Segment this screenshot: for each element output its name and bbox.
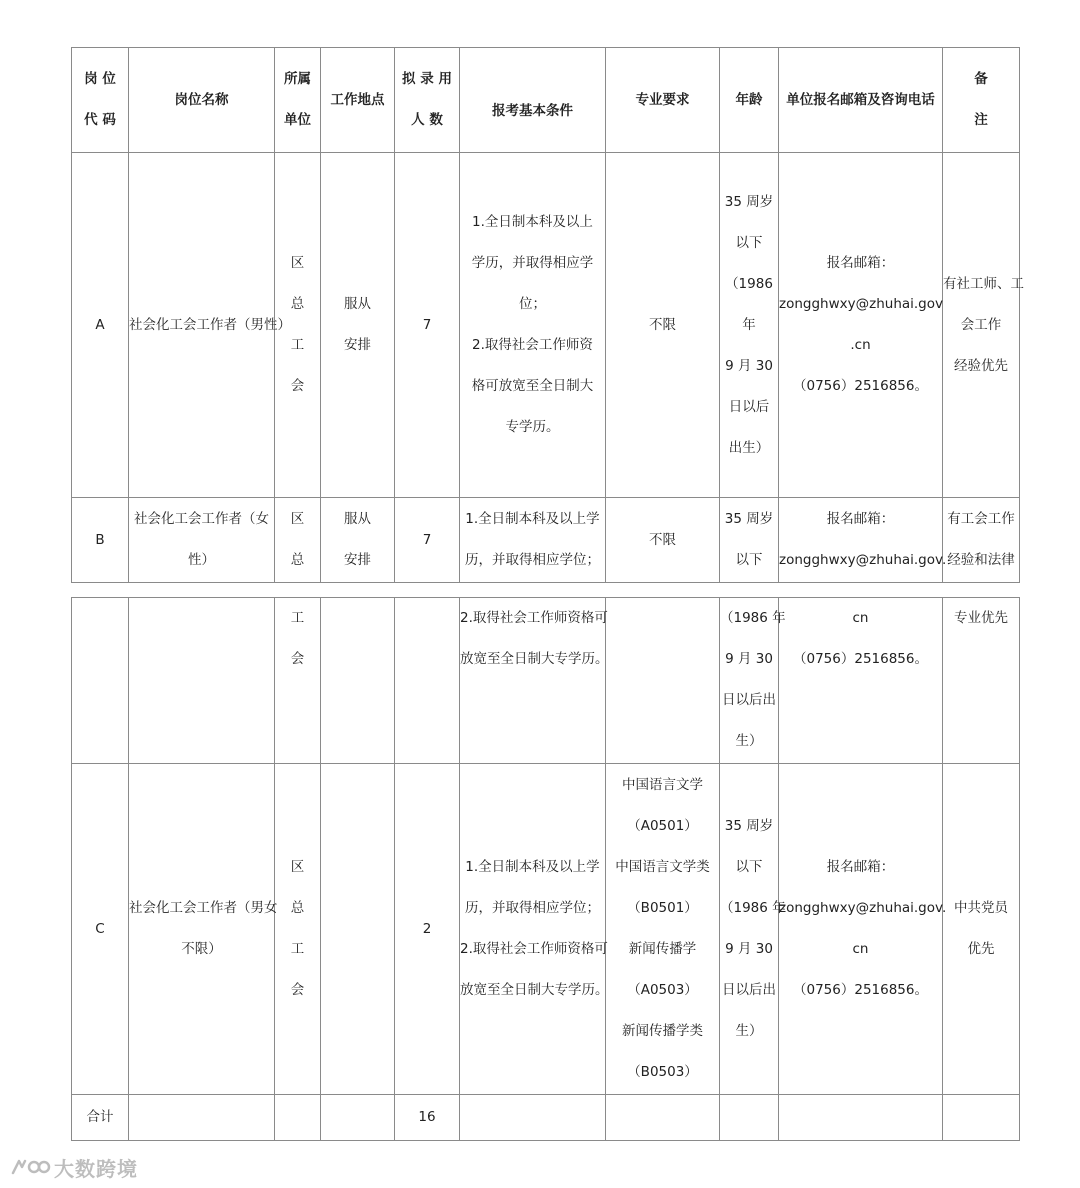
- header-location: 工作地点: [321, 48, 395, 153]
- header-remarks: 备 注: [943, 48, 1020, 153]
- row-a-name: 社会化工会工作者（男性）: [129, 153, 275, 498]
- row-a-conditions: 1.全日制本科及以上 学历，并取得相应学 位； 2.取得社会工作师资 格可放宽至全日制大 专学历。: [460, 153, 606, 498]
- row-a-contact: 报名邮箱： zongghwxy@zhuhai.gov .cn （0756）2516856。: [779, 153, 943, 498]
- row-b-remarks: 有工会工作 经验和法律: [943, 498, 1020, 583]
- row-b-location: 服从 安排: [321, 498, 395, 583]
- watermark-text: 大数跨境: [54, 1156, 138, 1181]
- header-contact: 单位报名邮箱及咨询电话: [779, 48, 943, 153]
- row-c-age: 35 周岁 以下 （1986 年 9 月 30 日以后出 生）: [720, 764, 779, 1095]
- row-a-major: 不限: [606, 153, 720, 498]
- row-c-remarks: 中共党员 优先: [943, 764, 1020, 1095]
- row-b-major: 不限: [606, 498, 720, 583]
- row-a-unit: 区 总 工 会: [275, 153, 321, 498]
- row-a-code: A: [72, 153, 129, 498]
- header-code: 岗 位 代 码: [72, 48, 129, 153]
- row-b2-contact: cn （0756）2516856。: [779, 598, 943, 764]
- total-empty-location: [321, 1095, 395, 1141]
- total-empty-name: [129, 1095, 275, 1141]
- table-row-a: [72, 153, 1020, 498]
- row-b-unit: 区 总: [275, 498, 321, 583]
- row-b2-major: [606, 598, 720, 764]
- table-row-b-continued: [72, 598, 1020, 764]
- row-b2-remarks: 专业优先: [943, 598, 1020, 764]
- row-c-conditions: 1.全日制本科及以上学 历，并取得相应学位； 2.取得社会工作师资格可 放宽至全日制大专学历。: [460, 764, 606, 1095]
- row-c-unit: 区 总 工 会: [275, 764, 321, 1095]
- total-empty-contact: [779, 1095, 943, 1141]
- row-b2-unit: 工 会: [275, 598, 321, 764]
- row-b2-conditions: 2.取得社会工作师资格可 放宽至全日制大专学历。: [460, 598, 606, 764]
- row-c-code: C: [72, 764, 129, 1095]
- header-unit: 所属 单位: [275, 48, 321, 153]
- table-row-b: [72, 498, 1020, 583]
- total-empty-major: [606, 1095, 720, 1141]
- row-a-age: 35 周岁 以下 （1986 年 9 月 30 日以后 出生）: [720, 153, 779, 498]
- row-b-name: 社会化工会工作者（女 性）: [129, 498, 275, 583]
- row-c-name: 社会化工会工作者（男女 不限）: [129, 764, 275, 1095]
- total-label: 合计: [72, 1095, 129, 1141]
- row-c-contact: 报名邮箱： zongghwxy@zhuhai.gov. cn （0756）2516856。: [779, 764, 943, 1095]
- table-row-c: [72, 764, 1020, 1095]
- table-row-total: [72, 1095, 1020, 1141]
- header-name: 岗位名称: [129, 48, 275, 153]
- positions-table-part1: [71, 47, 1024, 583]
- header-row: [72, 48, 1020, 153]
- row-b2-code: [72, 598, 129, 764]
- total-count: 16: [395, 1095, 460, 1141]
- logo-mark-icon: [10, 1155, 50, 1179]
- row-c-major: 中国语言文学 （A0501） 中国语言文学类 （B0501） 新闻传播学 （A0503） 新闻传播学类 （B0503）: [606, 764, 720, 1095]
- row-b-code: B: [72, 498, 129, 583]
- total-empty-conditions: [460, 1095, 606, 1141]
- total-empty-unit: [275, 1095, 321, 1141]
- row-a-count: 7: [395, 153, 460, 498]
- row-c-count: 2: [395, 764, 460, 1095]
- row-b2-location: [321, 598, 395, 764]
- row-a-location: 服从 安排: [321, 153, 395, 498]
- row-c-location: [321, 764, 395, 1095]
- row-b-age: 35 周岁 以下: [720, 498, 779, 583]
- positions-table-part2: [71, 597, 1020, 1141]
- watermark: [10, 1152, 138, 1182]
- row-a-remarks: 有社工师、工 会工作 经验优先: [943, 153, 1020, 498]
- row-b-conditions: 1.全日制本科及以上学 历，并取得相应学位；: [460, 498, 606, 583]
- header-count: 拟 录 用 人 数: [395, 48, 460, 153]
- row-b2-count: [395, 598, 460, 764]
- row-b-contact: 报名邮箱： zongghwxy@zhuhai.gov.: [779, 498, 943, 583]
- header-conditions: 报考基本条件: [460, 48, 606, 153]
- header-age: 年龄: [720, 48, 779, 153]
- total-empty-remarks: [943, 1095, 1020, 1141]
- row-b2-name: [129, 598, 275, 764]
- row-b-count: 7: [395, 498, 460, 583]
- total-empty-age: [720, 1095, 779, 1141]
- header-major: 专业要求: [606, 48, 720, 153]
- row-b2-age: （1986 年 9 月 30 日以后出 生）: [720, 598, 779, 764]
